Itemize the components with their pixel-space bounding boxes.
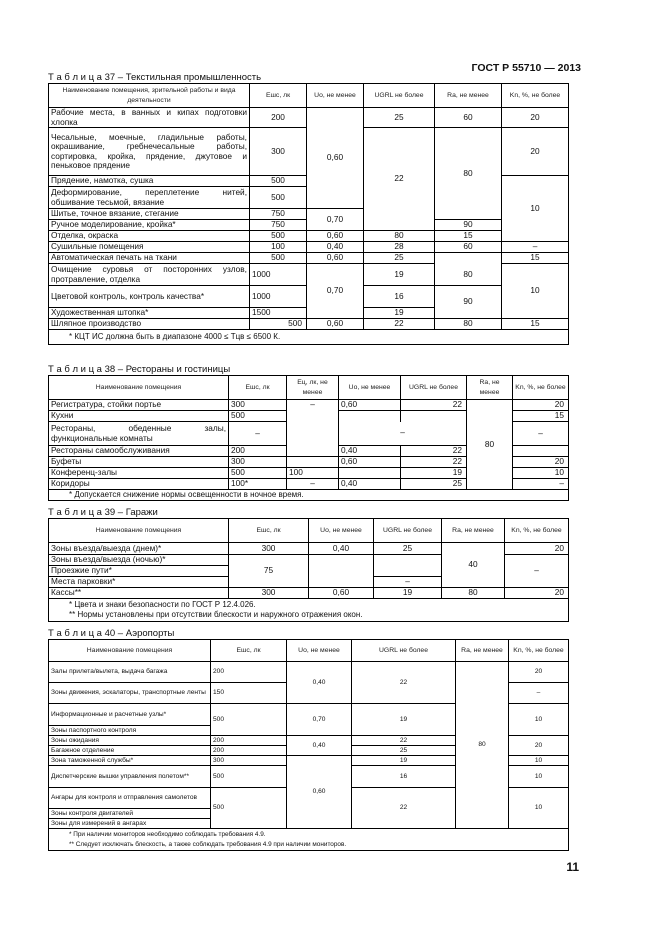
table-cell: 500 — [250, 187, 307, 209]
table-cell: – — [287, 400, 339, 457]
table-cell: 0,70 — [287, 704, 352, 736]
table-cell: 20 — [505, 543, 569, 555]
table-cell: – — [339, 422, 467, 446]
table-40-caption: Т а б л и ц а 40 – Аэропорты — [48, 628, 175, 639]
col-header-e: Ешс, лк — [229, 376, 287, 400]
table-cell: Зоны въезда/выезда (днем)* — [49, 543, 229, 555]
col-header-ugr: UGRL не более — [352, 640, 456, 662]
table-cell: 15 — [513, 411, 569, 422]
col-header-e: Ешс, лк — [229, 519, 309, 543]
table-cell: 10 — [509, 704, 569, 736]
table-cell: Ручное моделирование, кройка* — [49, 220, 250, 231]
table-cell: 15 — [435, 231, 502, 242]
table-cell: 80 — [456, 662, 509, 829]
table-cell: 0,40 — [307, 242, 364, 253]
table-39 — [48, 518, 569, 622]
table-cell: 0,60 — [307, 108, 364, 209]
col-header-ra: Ra, не менее — [442, 519, 505, 543]
table-cell: 20 — [502, 108, 569, 128]
col-header-kp: Kn, %, не более — [513, 376, 569, 400]
table-cell — [401, 411, 467, 422]
table-38 — [48, 375, 569, 501]
table-cell: 10 — [509, 766, 569, 788]
table-cell: Шляпное производство — [49, 319, 250, 330]
table-cell: Диспетчерские вышки управления полетом** — [49, 766, 211, 788]
table-cell: Очищение суровья от посторонних узлов, протравление, отделка — [49, 264, 250, 286]
table-cell: Залы прилета/вылета, выдача багажа — [49, 662, 211, 683]
table-cell: 0,60 — [307, 231, 364, 242]
table-cell: 19 — [364, 264, 435, 286]
table-cell: 19 — [401, 468, 467, 479]
table-cell: Зоны для измерений в ангарах — [49, 819, 211, 829]
table-cell: 300 — [229, 457, 287, 468]
table-cell: – — [374, 577, 442, 588]
table-cell: Деформирование, переплетение нитей, обшивание тесьмой, вязание — [49, 187, 250, 209]
table-cell: 0,60 — [307, 253, 364, 264]
table-cell: 300 — [229, 400, 287, 411]
table-cell: Цветовой контроль, контроль качества* — [49, 286, 250, 308]
table-cell: Прядение, намотка, сушка — [49, 176, 250, 187]
table-cell: Зоны паспортного контроля — [49, 726, 211, 736]
table-cell: 20 — [505, 588, 569, 599]
table-cell — [513, 446, 569, 457]
col-header-u0: Uo, не менее — [309, 519, 374, 543]
table-cell: 500 — [250, 253, 307, 264]
table-cell: 0,60 — [287, 756, 352, 829]
table-cell: Конференц-залы — [49, 468, 229, 479]
table-cell: 10 — [513, 468, 569, 479]
table-cell: 500 — [229, 411, 287, 422]
table-39-caption: Т а б л и ц а 39 – Гаражи — [48, 507, 158, 518]
table-cell: 200 — [229, 446, 287, 457]
table-cell: – — [513, 422, 569, 446]
table-cell: 19 — [352, 756, 456, 766]
table-cell: – — [509, 683, 569, 704]
table-cell: 200 — [211, 662, 287, 683]
table-note: * Допускается снижение нормы освещенности в ночное время. — [49, 490, 569, 501]
table-cell: 500 — [211, 704, 287, 736]
table-cell: 100 — [287, 468, 339, 479]
col-header-u0: Uo, не менее — [307, 84, 364, 108]
table-cell: 75 — [229, 555, 309, 588]
table-cell: 300 — [211, 756, 287, 766]
page-number: 11 — [566, 860, 579, 874]
table-cell: 15 — [502, 319, 569, 330]
table-cell: 80 — [435, 319, 502, 330]
table-37 — [48, 83, 569, 345]
table-cell: 1000 — [250, 286, 307, 308]
table-cell: 0,40 — [339, 446, 401, 457]
table-cell: 22 — [352, 788, 456, 829]
col-header-ugr: UGRL не более — [364, 84, 435, 108]
table-cell: 22 — [401, 446, 467, 457]
table-cell: 22 — [352, 736, 456, 746]
table-cell: 300 — [250, 128, 307, 176]
table-cell: 0,40 — [287, 662, 352, 704]
table-cell: 28 — [364, 242, 435, 253]
table-cell: 500 — [250, 231, 307, 242]
col-header-u0: Uo, не менее — [287, 640, 352, 662]
table-note — [49, 599, 569, 622]
table-cell: 0,60 — [307, 319, 364, 330]
table-cell: Проезжие пути* — [49, 566, 229, 577]
table-cell: 60 — [435, 108, 502, 128]
col-header-u0: Uo, не менее — [339, 376, 401, 400]
table-cell: Зоны движения, эскалаторы, транспортные ленты — [49, 683, 211, 704]
col-header-kp: Kn, %, не более — [505, 519, 569, 543]
table-note-line: ** Нормы установлены при отсутствии блескости и наружного отражения окон. — [69, 610, 363, 619]
table-cell: 0,70 — [307, 209, 364, 231]
table-cell: 16 — [352, 766, 456, 788]
table-cell: 90 — [435, 220, 502, 231]
table-cell: Ангары для контроля и отправления самолетов — [49, 788, 211, 809]
table-cell: 750 — [250, 209, 307, 220]
table-cell: 60 — [435, 242, 502, 253]
table-cell: Кассы** — [49, 588, 229, 599]
table-cell: 500 — [250, 319, 307, 330]
table-cell: 0,40 — [339, 479, 401, 490]
table-cell — [339, 411, 401, 422]
table-cell: Информационные и расчетные узлы* — [49, 704, 211, 726]
col-header-room: Наименование помещения — [49, 640, 211, 662]
col-header-ugr: UGRL не более — [401, 376, 467, 400]
table-cell — [309, 555, 374, 588]
table-cell: – — [229, 422, 287, 446]
table-note-line: * Цвета и знаки безопасности по ГОСТ Р 12.4.026. — [69, 599, 256, 609]
table-cell: 500 — [229, 468, 287, 479]
table-cell — [435, 253, 502, 264]
table-cell: 80 — [442, 588, 505, 599]
table-cell: 0,60 — [339, 400, 401, 411]
table-cell: 20 — [513, 457, 569, 468]
col-header-ra: Ra, не менее — [456, 640, 509, 662]
table-cell: 40 — [442, 543, 505, 588]
table-cell: Зоны въезда/выезда (ночью)* — [49, 555, 229, 566]
table-cell: Художественная штопка* — [49, 308, 250, 319]
table-cell: 1000 — [250, 264, 307, 286]
table-38-caption: Т а б л и ц а 38 – Рестораны и гостиницы — [48, 364, 231, 375]
table-cell: 0,60 — [339, 457, 401, 468]
col-header-ugr: UGRL не более — [374, 519, 442, 543]
table-note: * КЦТ ИС должна быть в диапазоне 4000 ≤ Tцв ≤ 6500 К. — [49, 330, 569, 345]
table-cell: 22 — [352, 662, 456, 704]
table-cell: 19 — [374, 588, 442, 599]
table-cell: 10 — [502, 176, 569, 242]
table-cell: 80 — [435, 128, 502, 220]
table-cell: 150 — [211, 683, 287, 704]
table-cell: Рабочие места, в ванных и кипах подготовки хлопка — [49, 108, 250, 128]
table-cell: 19 — [352, 704, 456, 736]
table-cell: 15 — [502, 253, 569, 264]
table-cell: 0,60 — [309, 588, 374, 599]
table-cell: 1500 — [250, 308, 307, 319]
table-cell: 25 — [364, 253, 435, 264]
table-cell: 90 — [435, 286, 502, 319]
col-header-e: Ешс, лк — [250, 84, 307, 108]
table-cell: Шитье, точное вязание, стегание — [49, 209, 250, 220]
document-header-standard: ГОСТ Р 55710 — 2013 — [471, 62, 581, 74]
table-cell — [287, 457, 339, 468]
table-cell: 16 — [364, 286, 435, 308]
table-cell: 25 — [374, 543, 442, 555]
table-cell: 500 — [250, 176, 307, 187]
table-cell: Зоны ожидания — [49, 736, 211, 746]
table-cell: Чесальные, моечные, гладильные работы, окрашивание, гребнечесальные работы, сортировка, кройка, прядение, джутовое и пеньковое прядение — [49, 128, 250, 176]
table-cell: 200 — [250, 108, 307, 128]
table-cell: 19 — [364, 308, 435, 319]
table-cell: 0,70 — [307, 264, 364, 319]
table-cell: Рестораны самообслуживания — [49, 446, 229, 457]
table-cell: 0,40 — [309, 543, 374, 555]
table-note-line: ** Следует исключать блескость, а также соблюдать требования 4.9 при наличии мониторов. — [69, 840, 347, 848]
table-cell: – — [505, 555, 569, 588]
col-header-e: Ешс, лк — [211, 640, 287, 662]
table-cell: 22 — [364, 128, 435, 231]
table-cell: 100 — [250, 242, 307, 253]
table-cell: 20 — [502, 128, 569, 176]
col-header-room: Наименование помещения — [49, 376, 229, 400]
table-37-caption: Т а б л и ц а 37 – Текстильная промышленность — [48, 72, 262, 83]
table-cell: Автоматическая печать на ткани — [49, 253, 250, 264]
table-cell: Отделка, окраска — [49, 231, 250, 242]
table-cell: 22 — [364, 319, 435, 330]
table-cell: 80 — [435, 264, 502, 286]
table-cell: – — [513, 479, 569, 490]
table-cell: Регистратура, стойки портье — [49, 400, 229, 411]
table-cell: – — [287, 479, 339, 490]
table-cell: 200 — [211, 736, 287, 746]
table-cell: 22 — [401, 400, 467, 411]
table-cell: Кухни — [49, 411, 229, 422]
table-cell: Зона таможенной службы* — [49, 756, 211, 766]
table-cell: 10 — [509, 756, 569, 766]
col-header-room: Наименование помещения, зрительной работы и вида деятельности — [49, 84, 250, 108]
table-cell: 200 — [211, 746, 287, 756]
table-cell: Рестораны, обеденные залы, функциональные комнаты — [49, 422, 229, 446]
table-cell: 80 — [467, 400, 513, 490]
table-cell: 25 — [401, 479, 467, 490]
table-40 — [48, 639, 569, 851]
table-cell: 20 — [509, 662, 569, 683]
table-cell: 0,40 — [287, 736, 352, 756]
table-cell: 300 — [229, 588, 309, 599]
col-header-kp: Kn, %, не более — [502, 84, 569, 108]
table-cell: 500 — [211, 788, 287, 829]
table-cell: Сушильные помещения — [49, 242, 250, 253]
table-cell: 22 — [401, 457, 467, 468]
table-cell: 20 — [509, 736, 569, 756]
table-cell — [339, 468, 401, 479]
table-cell: 500 — [211, 766, 287, 788]
table-cell: 100* — [229, 479, 287, 490]
table-cell: Коридоры — [49, 479, 229, 490]
table-cell: 25 — [352, 746, 456, 756]
table-cell: 20 — [513, 400, 569, 411]
table-cell: 80 — [364, 231, 435, 242]
table-cell — [374, 555, 442, 577]
table-note — [49, 829, 569, 851]
table-cell: 10 — [509, 788, 569, 829]
table-cell: Зоны контроля двигателей — [49, 809, 211, 819]
table-cell: 300 — [229, 543, 309, 555]
table-cell: 750 — [250, 220, 307, 231]
table-cell: 10 — [502, 264, 569, 319]
col-header-ra: Ra, не менее — [435, 84, 502, 108]
table-cell: Багажное отделение — [49, 746, 211, 756]
col-header-room: Наименование помещения — [49, 519, 229, 543]
table-cell: – — [502, 242, 569, 253]
table-cell: 25 — [364, 108, 435, 128]
col-header-kp: Kn, %, не более — [509, 640, 569, 662]
table-cell: Буфеты — [49, 457, 229, 468]
col-header-ec: Ец, лк, не менее — [287, 376, 339, 400]
table-note-line: * При наличии мониторов необходимо соблюдать требования 4.9. — [69, 830, 266, 838]
table-cell: Места парковки* — [49, 577, 229, 588]
col-header-ra: Ra, не менее — [467, 376, 513, 400]
